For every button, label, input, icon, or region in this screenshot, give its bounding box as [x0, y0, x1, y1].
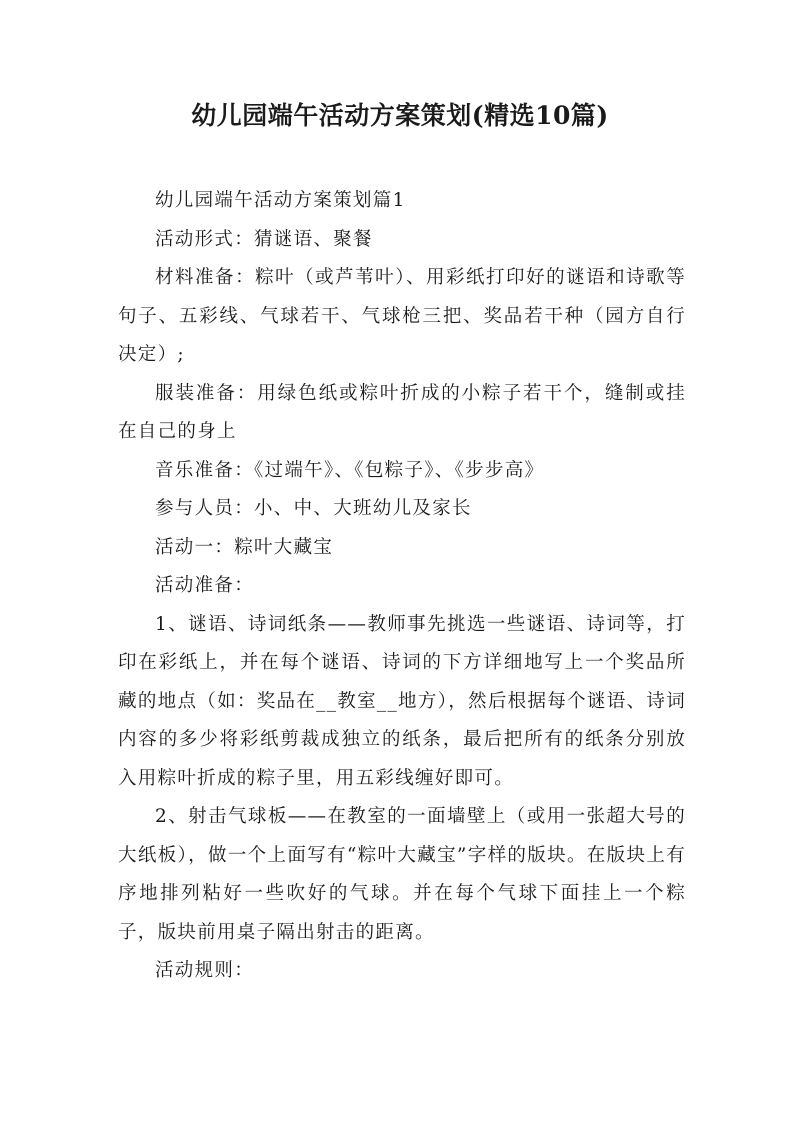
paragraph-prep-item-1: 1、谜语、诗词纸条——教师事先挑选一些谜语、诗词等，打印在彩纸上，并在每个谜语、诗词的下方详细地写上一个奖品所藏的地点（如：奖品在__教室__地方），然后根据每个谜语、诗词内容的多少将彩纸剪裁成独立的纸条，最后把所有的纸条分别放入用粽叶折成的粽子里，用五彩线缠好即可。 [118, 613, 686, 789]
paragraph-activity-prep: 活动准备： [155, 575, 255, 596]
paragraph-music: 音乐准备：《过端午》、《包粽子》、《步步高》 [155, 459, 545, 481]
paragraph-activity-one: 活动一：粽叶大藏宝 [155, 536, 334, 558]
paragraph-participants: 参与人员：小、中、大班幼儿及家长 [155, 498, 472, 519]
paragraph-costume: 服装准备：用绿色纸或粽叶折成的小粽子若干个，缝制或挂在自己的身上 [118, 382, 686, 442]
document-title: 幼儿园端午活动方案策划(精选10篇) [191, 101, 609, 130]
paragraph-activity-form: 活动形式：猜谜语、聚餐 [155, 228, 373, 250]
paragraph-activity-rules: 活动规则： [155, 960, 255, 981]
section-heading: 幼儿园端午活动方案策划篇1 [155, 190, 406, 211]
paragraph-materials: 材料准备：粽叶（或芦苇叶）、用彩纸打印好的谜语和诗歌等句子、五彩线、气球若干、气球枪三把、奖品若干种（园方自行决定）; [118, 267, 686, 365]
document-body [118, 182, 686, 991]
paragraph-prep-item-2: 2、射击气球板——在教室的一面墙壁上（或用一张超大号的大纸板），做一个上面写有“粽叶大藏宝”字样的版块。在版块上有序地排列粘好一些吹好的气球。并在每个气球下面挂上一个粽子，版块前用桌子隔出射击的距离。 [118, 806, 686, 943]
